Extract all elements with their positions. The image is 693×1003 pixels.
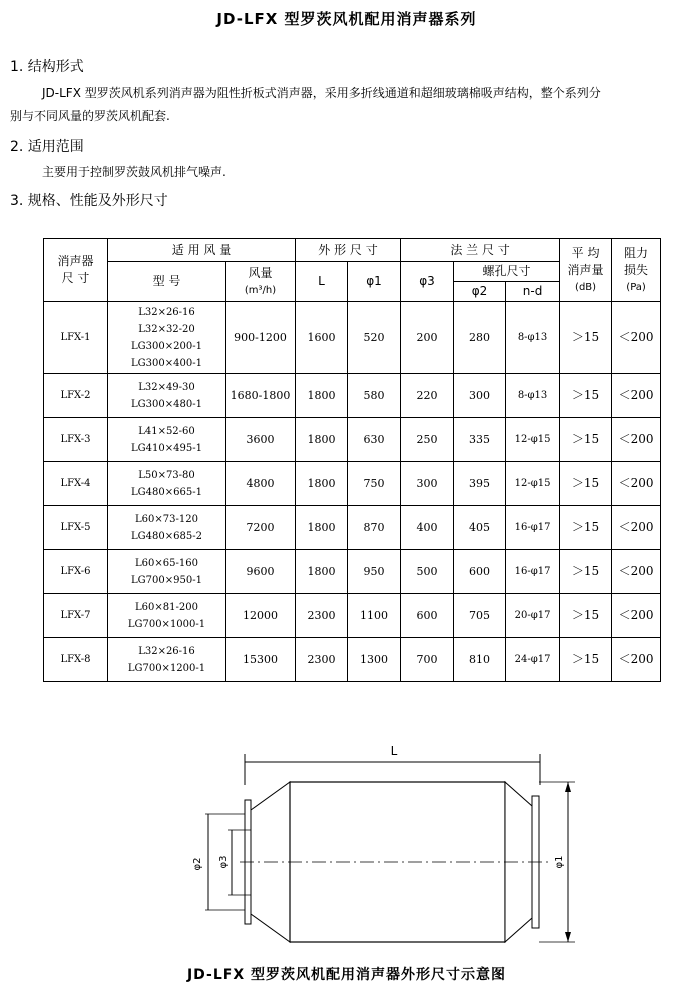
row-pa-cell: ＜200 xyxy=(612,302,661,374)
row-models-cell xyxy=(108,374,226,418)
row-pa-cell: ＜200 xyxy=(612,462,661,506)
table-row xyxy=(44,418,661,462)
header-avg-noise xyxy=(560,239,612,302)
row-phi3-cell: 700 xyxy=(401,638,454,682)
row-id-cell: LFX-4 xyxy=(44,462,108,506)
row-nd-cell: 20-φ17 xyxy=(506,594,560,638)
row-airflow-cell: 7200 xyxy=(226,506,296,550)
row-models-cell xyxy=(108,550,226,594)
row-phi2-cell: 405 xyxy=(454,506,506,550)
row-pa-cell: ＜200 xyxy=(612,418,661,462)
model-name: LG300×400-1 xyxy=(131,357,202,369)
row-id-cell: LFX-1 xyxy=(44,302,108,374)
row-phi1-cell: 950 xyxy=(348,550,401,594)
row-nd-cell: 16-φ17 xyxy=(506,506,560,550)
row-airflow-cell: 15300 xyxy=(226,638,296,682)
model-name: LG480×665-1 xyxy=(131,486,202,498)
row-db-cell: ＞15 xyxy=(560,638,612,682)
header-airflow-group: 适 用 风 量 xyxy=(108,239,296,262)
row-phi3-cell: 500 xyxy=(401,550,454,594)
section-2-heading: 2. 适用范围 xyxy=(10,139,84,155)
row-db-cell: ＞15 xyxy=(560,550,612,594)
section-2-text: 主要用于控制罗茨鼓风机排气噪声. xyxy=(42,165,226,179)
model-name: L41×52-60 xyxy=(138,425,195,437)
row-L-cell: 2300 xyxy=(296,638,348,682)
header-model: 型 号 xyxy=(108,262,226,302)
model-name: LG700×950-1 xyxy=(131,574,202,586)
row-models-cell xyxy=(108,594,226,638)
row-pa-cell: ＜200 xyxy=(612,506,661,550)
phi3-label: φ3 xyxy=(218,855,229,869)
row-airflow-cell: 12000 xyxy=(226,594,296,638)
row-phi3-cell: 400 xyxy=(401,506,454,550)
table-row xyxy=(44,638,661,682)
section-1-text-line2: 别与不同风量的罗茨风机配套. xyxy=(10,109,170,123)
row-airflow-cell: 4800 xyxy=(226,462,296,506)
row-db-cell: ＞15 xyxy=(560,418,612,462)
table-row xyxy=(44,302,661,374)
row-id-cell: LFX-6 xyxy=(44,550,108,594)
header-bolt-group: 螺孔尺寸 xyxy=(454,262,560,282)
row-models-cell xyxy=(108,638,226,682)
table-row xyxy=(44,374,661,418)
row-phi3-cell: 200 xyxy=(401,302,454,374)
model-name: L60×65-160 xyxy=(135,557,198,569)
phi1-arrow-top xyxy=(565,782,571,792)
row-pa-cell: ＜200 xyxy=(612,594,661,638)
row-L-cell: 1800 xyxy=(296,462,348,506)
header-airflow-unit: (m³/h) xyxy=(244,284,277,296)
model-name: LG410×495-1 xyxy=(131,442,202,454)
row-nd-cell: 12-φ15 xyxy=(506,462,560,506)
row-L-cell: 1800 xyxy=(296,418,348,462)
model-name: L50×73-80 xyxy=(138,469,195,481)
row-id-cell: LFX-8 xyxy=(44,638,108,682)
model-name: LG300×480-1 xyxy=(131,398,202,410)
row-phi2-cell: 705 xyxy=(454,594,506,638)
header-airflow-label: 风量 xyxy=(248,265,273,280)
row-phi2-cell: 280 xyxy=(454,302,506,374)
section-1-text-line1: JD-LFX 型罗茨风机系列消声器为阻性折板式消声器，采用多折线通道和超细玻璃棉吸声结构，整个系列分 xyxy=(42,86,601,100)
row-db-cell: ＞15 xyxy=(560,302,612,374)
row-id-cell: LFX-5 xyxy=(44,506,108,550)
row-phi1-cell: 520 xyxy=(348,302,401,374)
phi1-label: φ1 xyxy=(554,855,565,869)
row-airflow-cell: 900-1200 xyxy=(226,302,296,374)
row-pa-cell: ＜200 xyxy=(612,374,661,418)
L-label: L xyxy=(390,744,398,758)
row-db-cell: ＞15 xyxy=(560,594,612,638)
header-res-unit: (Pa) xyxy=(626,281,646,293)
header-phi1: φ1 xyxy=(348,262,401,302)
header-avg-bottom: 消声量 xyxy=(567,262,604,277)
row-phi3-cell: 600 xyxy=(401,594,454,638)
table-row xyxy=(44,462,661,506)
header-nd: n-d xyxy=(506,282,560,302)
row-phi2-cell: 395 xyxy=(454,462,506,506)
spec-table xyxy=(43,238,661,682)
row-L-cell: 1600 xyxy=(296,302,348,374)
row-L-cell: 1800 xyxy=(296,506,348,550)
row-nd-cell: 24-φ17 xyxy=(506,638,560,682)
model-name: L32×49-30 xyxy=(138,381,195,393)
row-phi1-cell: 630 xyxy=(348,418,401,462)
row-phi1-cell: 750 xyxy=(348,462,401,506)
row-pa-cell: ＜200 xyxy=(612,550,661,594)
diagram-caption: JD-LFX 型罗茨风机配用消声器外形尺寸示意图 xyxy=(186,967,507,983)
row-phi2-cell: 600 xyxy=(454,550,506,594)
row-db-cell: ＞15 xyxy=(560,374,612,418)
table-row xyxy=(44,594,661,638)
model-name: LG480×685-2 xyxy=(131,530,202,542)
row-L-cell: 1800 xyxy=(296,374,348,418)
row-id-cell: LFX-2 xyxy=(44,374,108,418)
model-name: LG300×200-1 xyxy=(131,340,202,352)
model-name: L60×73-120 xyxy=(135,513,198,525)
header-phi2: φ2 xyxy=(454,282,506,302)
row-phi3-cell: 250 xyxy=(401,418,454,462)
phi2-label: φ2 xyxy=(192,857,203,871)
row-phi1-cell: 870 xyxy=(348,506,401,550)
row-airflow-cell: 9600 xyxy=(226,550,296,594)
row-models-cell xyxy=(108,462,226,506)
dimension-diagram xyxy=(150,740,590,950)
header-phi3: φ3 xyxy=(401,262,454,302)
header-flange-group: 法 兰 尺 寸 xyxy=(401,239,560,262)
row-nd-cell: 12-φ15 xyxy=(506,418,560,462)
row-pa-cell: ＜200 xyxy=(612,638,661,682)
row-phi3-cell: 220 xyxy=(401,374,454,418)
row-nd-cell: 16-φ17 xyxy=(506,550,560,594)
row-L-cell: 2300 xyxy=(296,594,348,638)
header-resistance xyxy=(612,239,661,302)
model-name: L32×26-16 xyxy=(138,645,195,657)
table-row xyxy=(44,506,661,550)
header-res-bottom: 损失 xyxy=(624,262,649,277)
row-models-cell xyxy=(108,506,226,550)
model-name: L32×32-20 xyxy=(138,323,195,335)
row-id-cell: LFX-7 xyxy=(44,594,108,638)
header-avg-top: 平 均 xyxy=(571,245,600,260)
row-phi1-cell: 1300 xyxy=(348,638,401,682)
row-db-cell: ＞15 xyxy=(560,506,612,550)
header-muffler-size xyxy=(44,239,108,302)
row-airflow-cell: 3600 xyxy=(226,418,296,462)
model-name: L32×26-16 xyxy=(138,306,195,318)
row-nd-cell: 8-φ13 xyxy=(506,302,560,374)
row-nd-cell: 8-φ13 xyxy=(506,374,560,418)
row-L-cell: 1800 xyxy=(296,550,348,594)
model-name: LG700×1000-1 xyxy=(127,618,206,630)
page-title: JD-LFX 型罗茨风机配用消声器系列 xyxy=(216,10,477,28)
table-row xyxy=(44,550,661,594)
row-phi3-cell: 300 xyxy=(401,462,454,506)
header-size: 尺 寸 xyxy=(61,271,90,285)
row-id-cell: LFX-3 xyxy=(44,418,108,462)
header-outer-group: 外 形 尺 寸 xyxy=(296,239,401,262)
row-db-cell: ＞15 xyxy=(560,462,612,506)
header-res-top: 阻力 xyxy=(624,245,649,260)
model-name: LG700×1200-1 xyxy=(127,662,206,674)
model-name: L60×81-200 xyxy=(135,601,198,613)
phi1-arrow-bottom xyxy=(565,932,571,942)
header-airflow xyxy=(226,262,296,302)
row-models-cell xyxy=(108,302,226,374)
header-muffler: 消声器 xyxy=(57,254,94,268)
row-phi1-cell: 1100 xyxy=(348,594,401,638)
row-phi2-cell: 300 xyxy=(454,374,506,418)
spec-table-body xyxy=(44,302,661,682)
section-3-heading: 3. 规格、性能及外形尺寸 xyxy=(10,193,168,209)
section-1-heading: 1. 结构形式 xyxy=(10,59,84,75)
row-phi1-cell: 580 xyxy=(348,374,401,418)
header-L: L xyxy=(296,262,348,302)
row-phi2-cell: 810 xyxy=(454,638,506,682)
row-phi2-cell: 335 xyxy=(454,418,506,462)
header-avg-unit: (dB) xyxy=(575,281,597,293)
row-models-cell xyxy=(108,418,226,462)
row-airflow-cell: 1680-1800 xyxy=(226,374,296,418)
